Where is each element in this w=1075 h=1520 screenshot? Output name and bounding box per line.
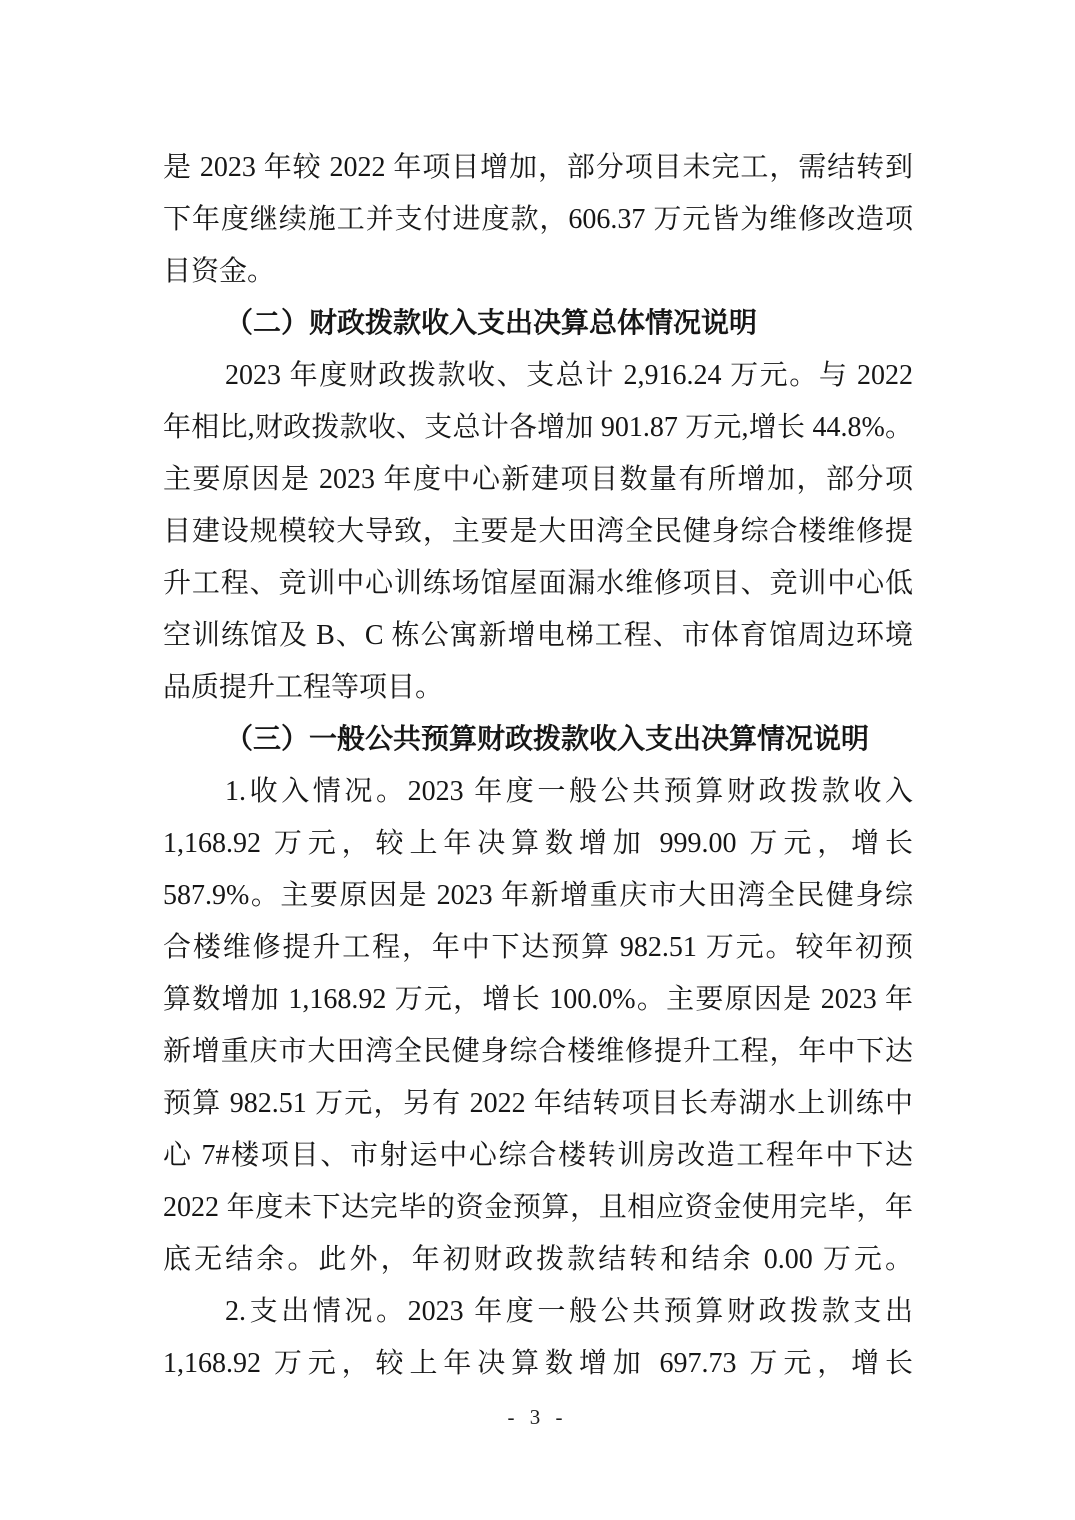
text-line: 目资金。 — [163, 256, 276, 287]
text-line: 是 2023 年较 2022 年项目增加，部分项目未完工，需结转到 — [163, 152, 913, 183]
text-line: 下年度继续施工并支付进度款，606.37 万元皆为维修改造项 — [163, 204, 913, 235]
text-line: 587.9%。主要原因是 2023 年新增重庆市大田湾全民健身综 — [163, 880, 913, 911]
text-line: 预算 982.51 万元，另有 2022 年结转项目长寿湖水上训练中 — [163, 1088, 913, 1119]
text-line: 年相比,财政拨款收、支总计各增加 901.87 万元,增长 44.8%。 — [163, 412, 913, 443]
text-line: 算数增加 1,168.92 万元，增长 100.0%。主要原因是 2023 年 — [163, 984, 913, 1015]
text-line: 目建设规模较大导致，主要是大田湾全民健身综合楼维修提 — [163, 516, 913, 547]
text-line: 底无结余。此外，年初财政拨款结转和结余 0.00 万元。 — [163, 1244, 913, 1275]
text-line: 空训练馆及 B、C 栋公寓新增电梯工程、市体育馆周边环境 — [163, 620, 913, 651]
section-heading: （二）财政拨款收入支出决算总体情况说明 — [225, 308, 758, 339]
page-number: - 3 - — [507, 1405, 568, 1429]
text-line: 1,168.92 万元，较上年决算数增加 697.73 万元，增长 — [163, 1348, 913, 1379]
text-line: 1,168.92 万元，较上年决算数增加 999.00 万元，增长 — [163, 828, 913, 859]
text-line: 1.收入情况。2023 年度一般公共预算财政拨款收入 — [225, 776, 913, 807]
text-line: 升工程、竞训中心训练场馆屋面漏水维修项目、竞训中心低 — [163, 568, 913, 599]
text-line: 主要原因是 2023 年度中心新建项目数量有所增加，部分项 — [163, 464, 913, 495]
section-heading: （三）一般公共预算财政拨款收入支出决算情况说明 — [225, 724, 870, 755]
document-content — [163, 142, 913, 1390]
text-line: 2022 年度未下达完毕的资金预算，且相应资金使用完毕，年 — [163, 1192, 913, 1223]
text-line: 新增重庆市大田湾全民健身综合楼维修提升工程，年中下达 — [163, 1036, 913, 1067]
text-line: 2.支出情况。2023 年度一般公共预算财政拨款支出 — [225, 1296, 913, 1327]
text-line: 品质提升工程等项目。 — [163, 672, 444, 703]
text-line: 2023 年度财政拨款收、支总计 2,916.24 万元。与 2022 — [225, 360, 913, 391]
text-line: 心 7#楼项目、市射运中心综合楼转训房改造工程年中下达 — [163, 1140, 913, 1171]
text-line: 合楼维修提升工程，年中下达预算 982.51 万元。较年初预 — [163, 932, 913, 963]
